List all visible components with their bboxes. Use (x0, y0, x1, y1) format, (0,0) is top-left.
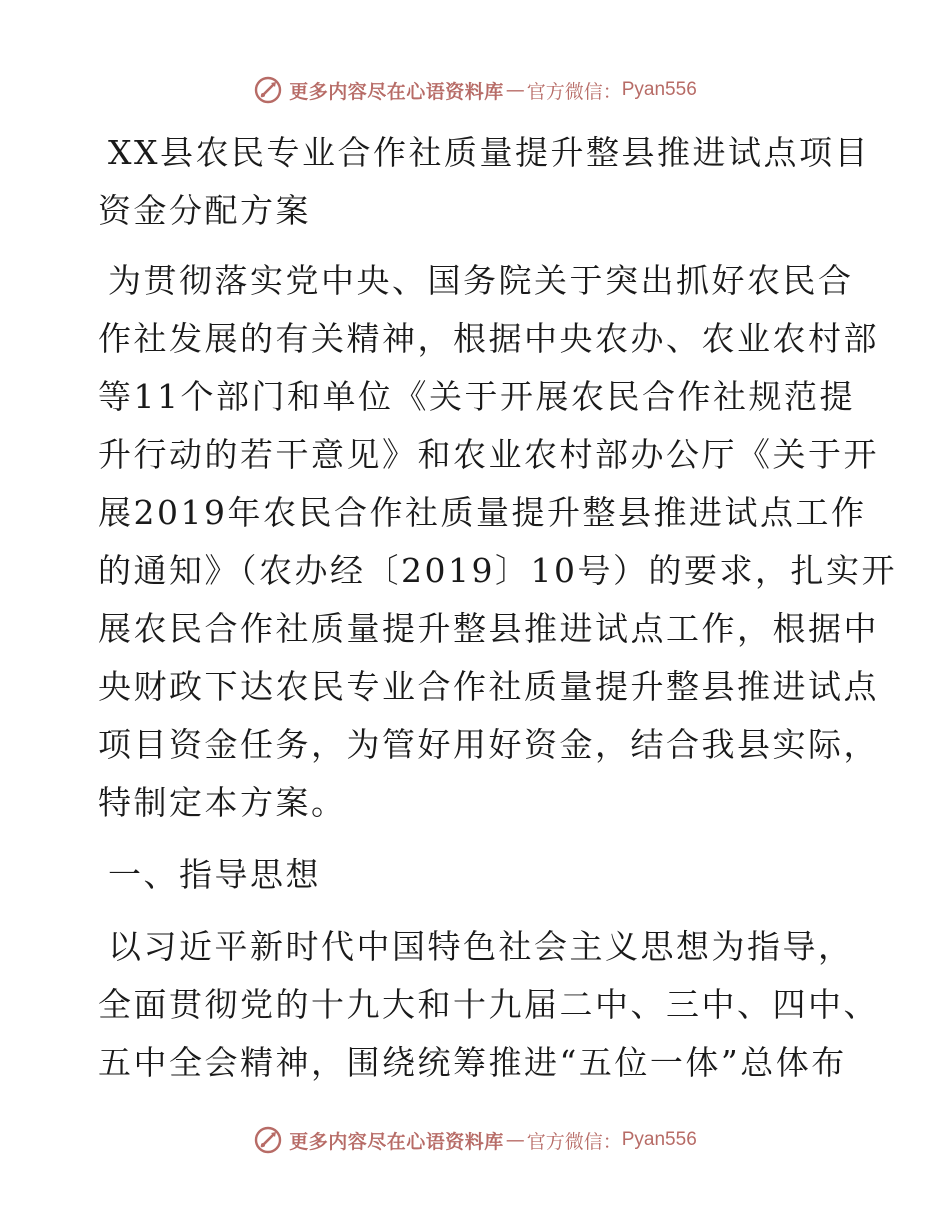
watermark-wechat-id: Pyan556 (621, 79, 697, 100)
paragraph1-line-8: 央财政下达农民专业合作社质量提升整县推进试点 (98, 667, 879, 706)
paragraph1-line-1: 为贯彻落实党中央、国务院关于突出抓好农民合 (108, 261, 854, 300)
paragraph2-line-3: 五中全会精神，围绕统筹推进“五位一体”总体布 (98, 1043, 847, 1082)
watermark-wechat-id: Pyan556 (621, 1129, 697, 1150)
section1-heading: 一、指导思想 (108, 855, 321, 894)
paragraph1-line-2: 作社发展的有关精神，根据中央农办、农业农村部 (98, 319, 879, 358)
paragraph2-line-1: 以习近平新时代中国特色社会主义思想为指导， (108, 927, 854, 966)
paragraph1-line-6: 的通知》（农办经〔2019〕10号）的要求，扎实开 (98, 551, 897, 590)
quill-seal-icon (253, 75, 283, 105)
header-watermark (0, 72, 950, 108)
document-body (98, 124, 897, 1092)
paragraph1-line-5: 展2019年农民合作社质量提升整县推进试点工作 (98, 493, 867, 532)
title-line-1: XX县农民专业合作社质量提升整县推进试点项目 (108, 133, 870, 172)
paragraph1-line-3: 等11个部门和单位《关于开展农民合作社规范提 (98, 377, 855, 416)
paragraph1-line-10: 特制定本方案。 (98, 783, 347, 822)
watermark-wechat-label: 官方微信： (526, 1130, 622, 1153)
title-line-2: 资金分配方案 (98, 191, 311, 230)
watermark-wechat-label: 官方微信： (526, 80, 622, 103)
watermark-brand: 更多内容尽在心语资料库 (289, 80, 504, 103)
paragraph1-line-7: 展农民合作社质量提升整县推进试点工作，根据中 (98, 609, 879, 648)
quill-seal-icon (253, 1125, 283, 1155)
watermark-separator: — (505, 1129, 525, 1151)
watermark-brand: 更多内容尽在心语资料库 (289, 1130, 504, 1153)
paragraph1-line-9: 项目资金任务，为管好用好资金，结合我县实际， (98, 725, 879, 764)
watermark-separator: — (505, 79, 525, 101)
paragraph1-line-4: 升行动的若干意见》和农业农村部办公厅《关于开 (98, 435, 879, 474)
footer-watermark (0, 1122, 950, 1158)
paragraph2-line-2: 全面贯彻党的十九大和十九届二中、三中、四中、 (98, 985, 879, 1024)
